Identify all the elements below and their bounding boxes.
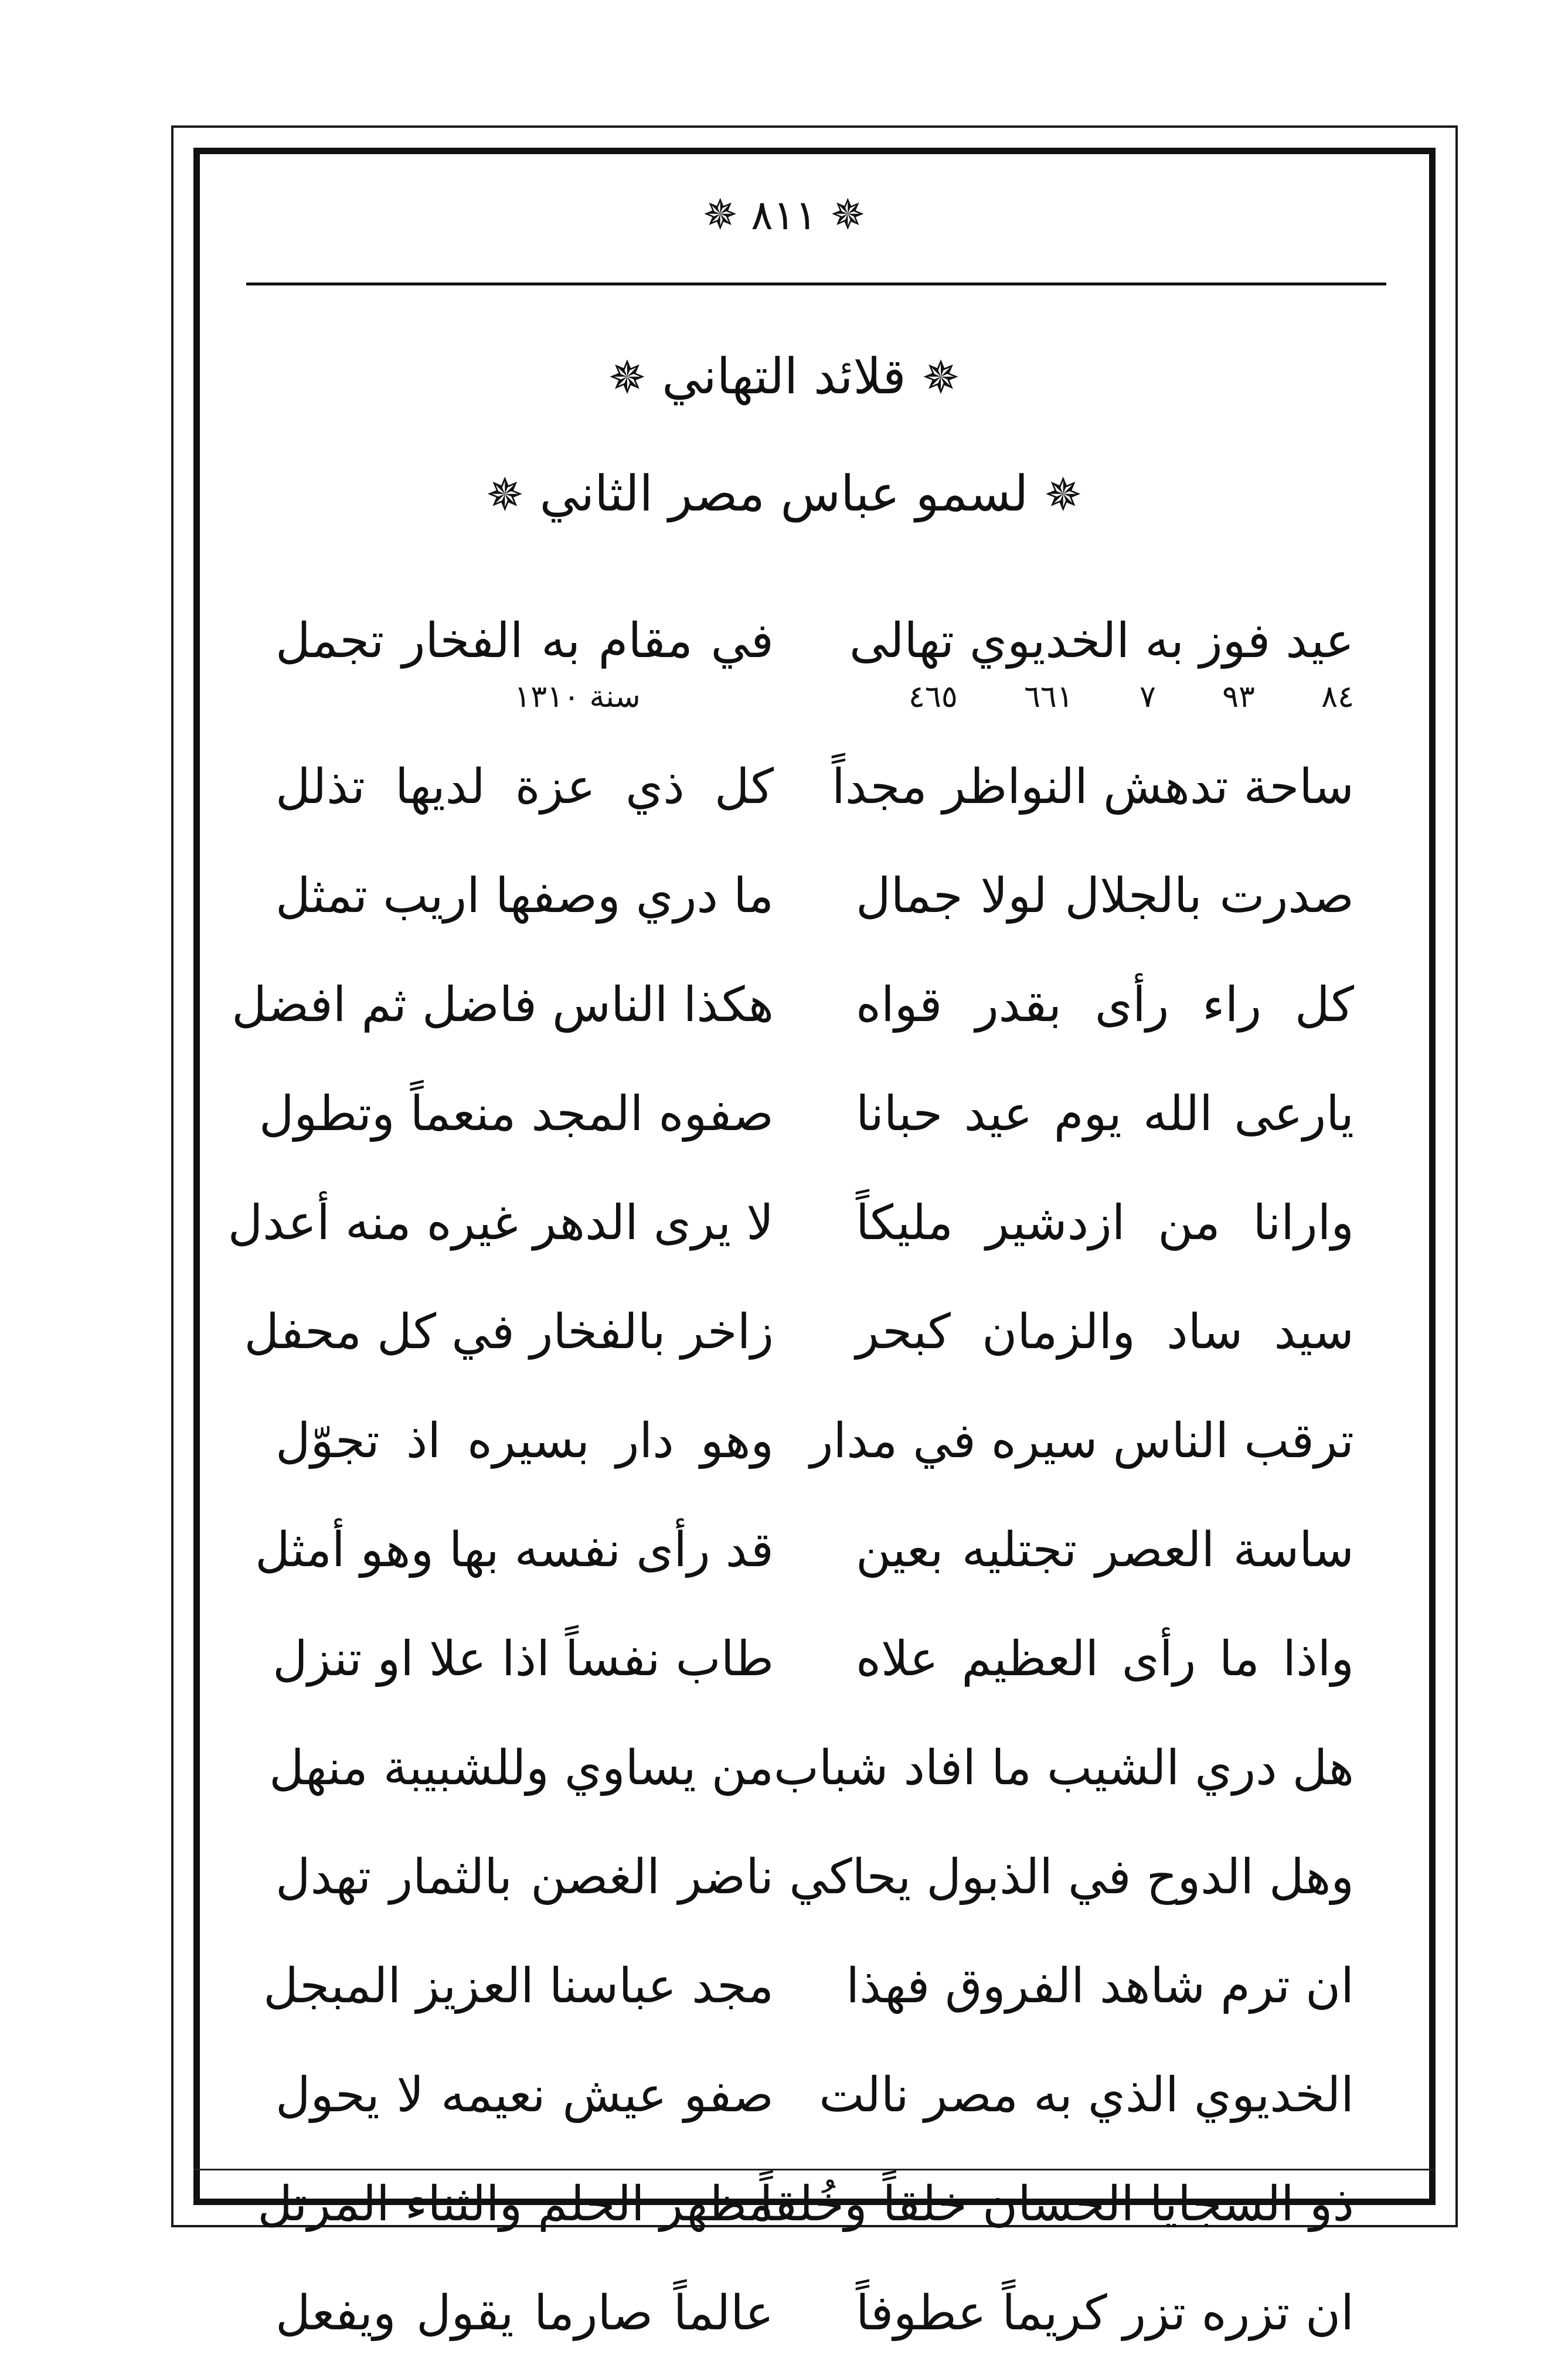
verse-second-hemistich: ناضر الغصن بالثمار تهدل	[275, 1849, 774, 1905]
poem-verse	[269, 1714, 1354, 1823]
verse-first-hemistich: صدرت بالجلال لولا جمال	[856, 868, 1354, 924]
verse-first-hemistich: هل دري الشيب ما افاد شباب	[773, 1740, 1354, 1796]
poem-verse	[275, 1605, 1354, 1714]
section-title-text: قلائد التهاني	[662, 348, 906, 405]
footer-rule	[193, 2169, 1436, 2170]
verse-first-hemistich: عيد فوز به الخديوي تهالى	[849, 613, 1354, 669]
verse-second-hemistich: عالماً صارما يقول ويفعل	[275, 2285, 774, 2341]
page-number-header	[0, 190, 1568, 239]
section-subtitle-text: لسمو عباس مصر الثاني	[539, 465, 1029, 522]
poem-verse	[275, 2259, 1354, 2368]
poem-verse	[244, 1278, 1354, 1387]
chronogram-number: ٩٣	[1222, 679, 1255, 715]
verse-second-hemistich: مجد عباسنا العزيز المبجل	[263, 1958, 774, 2014]
section-subtitle	[0, 465, 1568, 522]
verse-first-hemistich: ترقب الناس سيره في مدار	[809, 1413, 1354, 1469]
verse-first-hemistich: ساحة تدهش النواظر مجداً	[831, 759, 1354, 815]
verse-first-hemistich: وارانا من ازدشير مليكاً	[856, 1195, 1354, 1251]
poem-verse	[275, 733, 1354, 842]
verse-second-hemistich: من يساوي وللشبيبة منهل	[269, 1740, 774, 1796]
verse-first-hemistich: ان ترم شاهد الفروق فهذا	[846, 1958, 1354, 2014]
chronogram-number: ٤٦٥	[909, 679, 958, 715]
verse-first-hemistich: سيد ساد والزمان كبحر	[856, 1304, 1354, 1360]
poem-verse	[275, 610, 1354, 673]
verse-first-hemistich: كل راء رأى بقدر قواه	[856, 977, 1354, 1033]
section-title	[0, 348, 1568, 405]
poem	[227, 610, 1354, 2368]
verse-second-hemistich: صفو عيش نعيمه لا يحول	[275, 2067, 774, 2123]
verse-first-hemistich: يارعى الله يوم عيد حبانا	[856, 1086, 1354, 1142]
verse-second-hemistich: زاخر بالفخار في كل محفل	[244, 1304, 774, 1360]
poem-verse	[263, 1932, 1354, 2041]
chronogram-number: ٧	[1139, 679, 1156, 715]
verse-first-hemistich: ساسة العصر تجتليه بعين	[856, 1522, 1354, 1578]
verse-second-hemistich: مظهر الحلم والثناء المرتل	[257, 2176, 774, 2232]
verse-second-hemistich: كل ذي عزة لديها تذلل	[275, 759, 774, 815]
verse-first-hemistich: الخديوي الذي به مصر نالت	[819, 2067, 1354, 2123]
verse-second-hemistich: صفوه المجد منعماً وتطول	[259, 1086, 774, 1142]
page-number: ٨١١	[751, 191, 817, 239]
chronogram-row	[275, 673, 1354, 721]
verse-second-hemistich: في مقام به الفخار تجمل	[275, 613, 774, 669]
poem-verse	[257, 2150, 1354, 2259]
poem-verse	[227, 1169, 1354, 1278]
poem-verse	[275, 1823, 1354, 1932]
poem-verse	[255, 1496, 1354, 1605]
star-ornament-icon: ✵	[485, 469, 524, 522]
poem-verse	[275, 1387, 1354, 1496]
star-ornament-icon: ✵	[608, 352, 647, 404]
star-ornament-icon: ✵	[830, 190, 866, 239]
chronogram-number: ٦٦١	[1023, 679, 1073, 715]
chronogram-numbers	[856, 679, 1354, 715]
verse-second-hemistich: هكذا الناس فاضل ثم افضل	[232, 977, 774, 1033]
chronogram-number: ٨٤	[1321, 679, 1354, 715]
verse-first-hemistich: وهل الدوح في الذبول يحاكي	[789, 1849, 1354, 1905]
verse-second-hemistich: طاب نفساً اذا علا او تنزل	[273, 1631, 774, 1687]
verse-first-hemistich: ذو السجايا الحسان خلقاً وخُلقاً	[759, 2176, 1354, 2232]
verse-second-hemistich: وهو دار بسيره اذ تجوّل	[275, 1413, 774, 1469]
star-ornament-icon: ✵	[702, 190, 738, 239]
poem-verse	[259, 1060, 1354, 1169]
star-ornament-icon: ✵	[1044, 469, 1083, 522]
verse-second-hemistich: لا يرى الدهر غيره منه أعدل	[227, 1195, 774, 1251]
header-rule	[246, 283, 1386, 285]
poem-verse	[275, 2041, 1354, 2150]
poem-verse	[275, 842, 1354, 951]
star-ornament-icon: ✵	[921, 352, 960, 404]
chronogram-year: سنة ١٣١٠	[514, 679, 641, 715]
verse-first-hemistich: واذا ما رأى العظيم علاه	[856, 1631, 1354, 1687]
verse-second-hemistich: قد رأى نفسه بها وهو أمثل	[255, 1522, 774, 1578]
verse-second-hemistich: ما دري وصفها اريب تمثل	[275, 868, 774, 924]
verse-first-hemistich: ان تزره تزر كريماً عطوفاً	[856, 2285, 1354, 2341]
poem-verse	[232, 951, 1354, 1060]
